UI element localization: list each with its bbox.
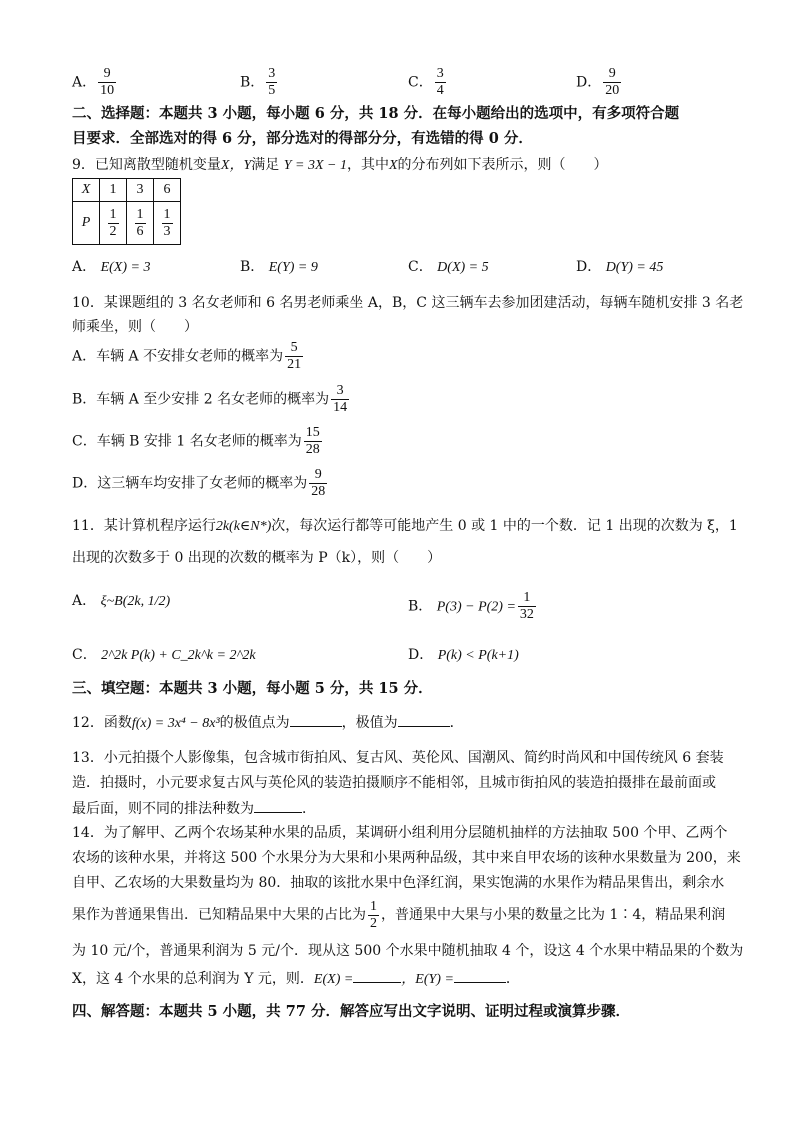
option-label: C． <box>408 74 433 91</box>
section3-heading: 三、填空题：本题共 3 小题，每小题 5 分，共 15 分． <box>72 680 433 697</box>
option-label: D． <box>576 74 602 91</box>
q14-stem-line5: 为 10 元/个，普通果利润为 5 元/个．现从这 500 个水果中随机抽取 4 个，设这 4 个水果中精品果的个数为 <box>72 943 744 959</box>
q11-option-c[interactable]: C． 2^2k P(k) + C_2k^k = 2^2k <box>72 647 256 663</box>
section2-heading-line2: 目要求．全部选对的得 6 分，部分选对的得部分分，有选错的得 0 分． <box>72 130 533 147</box>
q8-option-c[interactable] <box>408 66 448 99</box>
option-label: A． <box>72 74 97 91</box>
q12-stem: 12．函数f(x) = 3x⁴ − 8x³的极值点为 ，极值为 ． <box>72 712 464 734</box>
q13-stem-line3: 最后面，则不同的排法种数为 ． <box>72 798 316 819</box>
q10-option-c[interactable]: C．车辆 B 安排 1 名女老师的概率为 $\frac{15}{28}$ <box>72 425 320 457</box>
q9-option-b[interactable]: B． E(Y) = 9 <box>240 259 318 275</box>
q8-option-a[interactable] <box>72 66 118 99</box>
q9-stem: 9．已知离散型随机变量X，Y满足 Y = 3X − 1，其中X的分布列如下表所示，则（ ） <box>72 157 608 173</box>
q10-option-b[interactable]: B．车辆 A 至少安排 2 名女老师的概率为 $\frac{3}{14}$ <box>72 383 348 415</box>
q9-option-c[interactable]: C． D(X) = 5 <box>408 259 489 275</box>
answer-blank[interactable] <box>454 968 506 983</box>
q11-option-b[interactable]: B． P(3) − P(2) = $\frac{1}{32}$ <box>408 590 534 622</box>
fraction: $\frac{3}{5}$ <box>268 66 276 98</box>
table-header-x: X <box>73 179 100 202</box>
q14-stem-line4: 果作为普通果售出．已知精品果中大果的占比为 $\frac{1}{2}$ ，普通果中大果与小果的数量之比为 1∶4，精品果利润 <box>72 898 726 931</box>
table-cell: $\frac{1}{3}$ <box>154 202 181 245</box>
q9-option-a[interactable]: A． E(X) = 3 <box>72 259 151 275</box>
q13-stem-line2: 造．拍摄时，小元要求复古风与英伦风的装造拍摄顺序不能相邻，且城市街拍风的装造拍摄排在最前面或 <box>72 775 716 791</box>
table-cell: $\frac{1}{6}$ <box>127 202 154 245</box>
answer-blank[interactable] <box>398 712 450 727</box>
q9-option-d[interactable]: D． D(Y) = 45 <box>576 259 664 275</box>
q14-stem-line2: 农场的该种水果，并将这 500 个水果分为大果和小果两种品级，其中来自甲农场的该种水果数量为 200，来 <box>72 850 741 866</box>
q10-option-d[interactable]: D．这三辆车均安排了女老师的概率为 $\frac{9}{28}$ <box>72 467 326 499</box>
fraction: $\frac{3}{4}$ <box>436 66 444 98</box>
q14-stem-line3: 自甲、乙农场的大果数量均为 80．抽取的该批水果中色泽红润，果实饱满的水果作为精品果售出，剩余水 <box>72 875 725 891</box>
q11-stem-line1: 11．某计算机程序运行2k(k∈N*)次，每次运行都等可能地产生 0 或 1 中的一个数．记 1 出现的次数为 ξ，1 <box>72 518 738 534</box>
table-header-p: P <box>73 202 100 245</box>
q8-option-b[interactable] <box>240 66 279 99</box>
section2-heading-line1: 二、选择题：本题共 3 小题，每小题 6 分，共 18 分．在每小题给出的选项中，有多项符合题 <box>72 105 680 122</box>
answer-blank[interactable] <box>290 712 342 727</box>
q11-option-d[interactable]: D． P(k) < P(k+1) <box>408 647 519 663</box>
q9-distribution-table <box>72 178 181 245</box>
q11-stem-line2: 出现的次数多于 0 出现的次数的概率为 P（k），则（ ） <box>72 550 442 566</box>
q10-stem-line1: 10．某课题组的 3 名女老师和 6 名男老师乘坐 A，B，C 这三辆车去参加团建活动，每辆车随机安排 3 名老 <box>72 295 744 311</box>
fraction: $\frac{9}{20}$ <box>605 66 620 98</box>
table-cell: 6 <box>154 179 181 202</box>
q14-stem-line1: 14．为了解甲、乙两个农场某种水果的品质，某调研小组利用分层随机抽样的方法抽取 500 个甲、乙两个 <box>72 825 728 841</box>
table-cell: 1 <box>100 179 127 202</box>
q10-option-a[interactable]: A．车辆 A 不安排女老师的概率为 $\frac{5}{21}$ <box>72 340 302 372</box>
q10-stem-line2: 师乘坐，则（ ） <box>72 319 198 335</box>
answer-blank[interactable] <box>353 968 401 983</box>
q14-stem-line6: X，这 4 个水果的总利润为 Y 元，则．E(X) = ，E(Y) = ． <box>72 968 520 990</box>
q13-stem-line1: 13．小元拍摄个人影像集，包含城市街拍风、复古风、英伦风、国潮风、简约时尚风和中国传统风 6 套装 <box>72 750 724 766</box>
q8-option-d[interactable] <box>576 66 623 99</box>
q11-option-a[interactable]: A． ξ~B(2k, 1/2) <box>72 593 171 609</box>
table-cell: 3 <box>127 179 154 202</box>
table-cell: $\frac{1}{2}$ <box>100 202 127 245</box>
answer-blank[interactable] <box>254 798 302 813</box>
option-label: B． <box>240 74 265 91</box>
section4-heading: 四、解答题：本题共 5 小题，共 77 分．解答应写出文字说明、证明过程或演算步骤． <box>72 1003 630 1020</box>
fraction: $\frac{9}{10}$ <box>100 66 115 98</box>
